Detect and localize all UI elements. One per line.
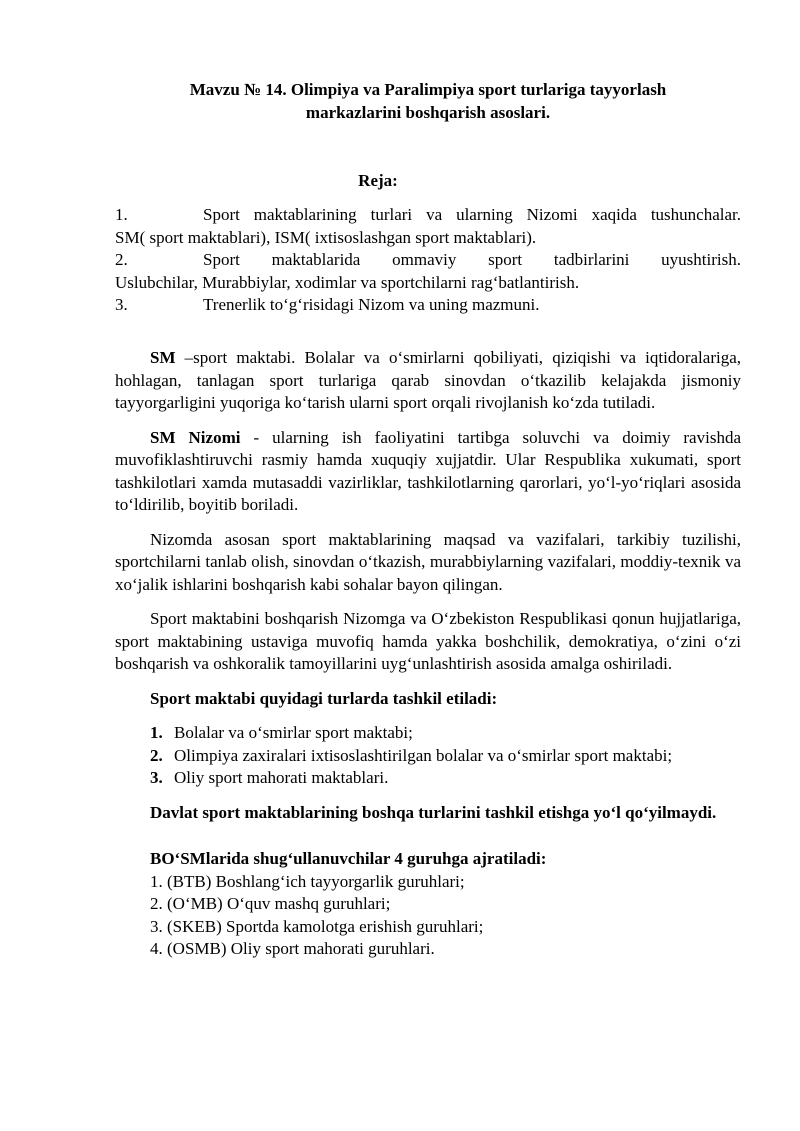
paragraph-management: Sport maktabini boshqarish Nizomga va O‘zbekiston Respublikasi qonun hujjatlariga, sport maktabining ustaviga muvofiq hamda yakka boshchilik, demokratiya, o‘zini o‘zi boshqarish va oshkoralik tamoyillarini uyg‘unlashtirish asosida amalga oshiriladi. [115, 609, 741, 673]
types-heading: Sport maktabi quyidagi turlarda tashkil etiladi: [150, 688, 498, 708]
plan-item-1-line-2: SM( sport maktablari), ISM( ixtisoslashgan sport maktablari). [115, 227, 537, 247]
groups-heading: BO‘SMlarida shug‘ullanuvchilar 4 guruhga ajratiladi: [150, 849, 547, 868]
document-body [115, 347, 741, 961]
groups-section [115, 848, 741, 961]
paragraph-sm-nizomi: SM Nizomi - ularning ish faoliyatini tartibga soluvchi va doimiy ravishda muvofiklashtiruvchi rasmiy hamda xuquqiy xujjatdir. Ular Respublika xukumati, sport tashkilotlari xamda mutasaddi vazirliklar, tashkilotlarning qarorlari, yo‘l-yo‘riqlari asosida to‘ldirilib, boyitib boriladi. [115, 427, 741, 514]
warning-text: Davlat sport maktablarining boshqa turlarini tashkil etishga yo‘l qo‘yilmaydi. [150, 802, 717, 822]
list-item: 4. (OSMB) Oliy sport mahorati guruhlari. [150, 939, 435, 958]
paragraph-nizom-content: Nizomda asosan sport maktablarining maqsad va vazifalari, tarkibiy tuzilishi, sportchilarni tanlab olish, sinovdan o‘tkazish, murabbiylarning vazifalari, moddiy-texnik va xo‘jalik ishlarini boshqarish kabi sohalar bayon qilingan. [115, 529, 741, 594]
types-list [115, 722, 741, 790]
plan-item-3: 3. Trenerlik to‘g‘risidagi Nizom va uning mazmuni. [115, 295, 540, 314]
title-line-1: Mavzu № 14. Olimpiya va Paralimpiya sport turlariga tayyorlash [189, 80, 667, 99]
paragraph-sm: SM –sport maktabi. Bolalar va o‘smirlarni qobiliyati, qiziqishi va iqtidoralariga, hohlagan, tanlagan sport turlariga qarab sinovdan o‘tkazilib kelajakda jismoniy tayyorgarligini yuqoriga ko‘tarish ularni sport orqali rivojlanish ko‘zda tutiladi. [115, 348, 741, 412]
term-sm-nizomi: SM Nizomi [150, 427, 241, 447]
plan-list [115, 204, 741, 317]
list-item: 3. (SKEB) Sportda kamolotga erishish guruhlari; [150, 916, 484, 936]
term-sm: SM [150, 348, 176, 367]
list-item: 2. Olimpiya zaxiralari ixtisoslashtirilgan bolalar va o‘smirlar sport maktabi; [150, 745, 673, 765]
list-item: 1. Bolalar va o‘smirlar sport maktabi; [150, 723, 413, 742]
plan-item-2-line-1: 2. Sport maktablarida ommaviy sport tadbirlarini uyushtirish. [115, 250, 741, 269]
list-item: 1. (BTB) Boshlang‘ich tayyorgarlik guruhlari; [150, 871, 465, 891]
list-item: 2. (O‘MB) O‘quv mashq guruhlari; [150, 894, 391, 913]
plan-item-2-line-2: Uslubchilar, Murabbiylar, xodimlar va sportchilarni rag‘batlantirish. [115, 272, 580, 292]
title-line-2: markazlarini boshqarish asoslari. [305, 103, 551, 122]
document-title [115, 78, 741, 124]
list-item: 3. Oliy sport mahorati maktablari. [150, 768, 389, 787]
plan-heading: Reja: [358, 171, 398, 190]
plan-item-1-line-1: 1. Sport maktablarining turlari va ularning Nizomi xaqida tushunchalar. [115, 205, 741, 224]
